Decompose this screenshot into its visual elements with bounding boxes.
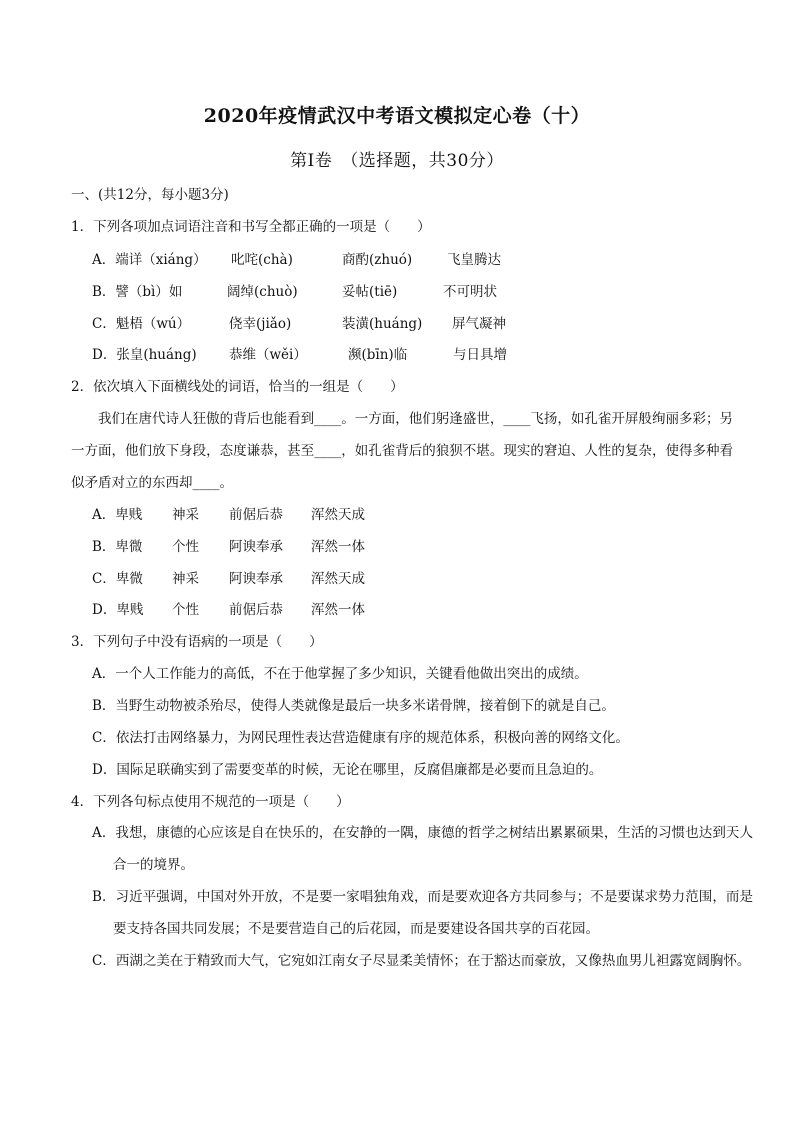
q2-d-item-2: 个性	[172, 602, 199, 618]
q1-c-item-2: 侥幸(jiǎo)	[229, 316, 292, 332]
q1-b-item-1: B．譬（bì）如	[92, 284, 183, 300]
q3-option-c: C．依法打击网络暴力，为网民理性表达营造健康有序的规范体系，积极向善的网络文化。	[92, 730, 629, 746]
question-4-stem: 4．下列各句标点使用不规范的一项是（ ）	[71, 794, 350, 810]
q1-a-item-2: 叱咤(chà)	[231, 252, 293, 268]
section-heading: 一、(共12分，每小题3分)	[71, 187, 229, 203]
q1-c-item-4: 屏气凝神	[452, 316, 506, 332]
q2-c-item-3: 阿谀奉承	[229, 571, 283, 587]
question-2-stem: 2．依次填入下面横线处的词语，恰当的一组是（ ）	[71, 379, 404, 395]
q2-d-item-4: 浑然一体	[311, 602, 365, 618]
q3-option-d: D．国际足联确实到了需要变革的时候，无论在哪里，反腐倡廉都是必要而且急迫的。	[92, 762, 603, 778]
q1-a-item-4: 飞皇腾达	[447, 252, 501, 268]
question-1-stem: 1．下列各项加点词语注音和书写全都正确的一项是（ ）	[71, 219, 431, 235]
q2-a-item-3: 前倨后恭	[229, 507, 283, 523]
q2-b-item-1: B．卑微	[92, 539, 143, 555]
q2-c-item-2: 神采	[172, 571, 199, 587]
q1-a-item-1: A．端详（xiáng）	[92, 252, 207, 268]
q2-c-item-4: 浑然天成	[311, 571, 365, 587]
q2-a-item-1: A．卑贱	[92, 507, 143, 523]
q1-c-item-1: C．魁梧（wú）	[92, 316, 191, 332]
q2-b-item-4: 浑然一体	[311, 539, 365, 555]
q1-b-item-4: 不可明状	[443, 284, 497, 300]
q1-d-item-4: 与日具增	[453, 347, 507, 363]
q4-option-c: C．西湖之美在于精致而大气，它宛如江南女子尽显柔美情怀；在于豁达而豪放，又像热血男儿袒露宽阔胸怀。	[92, 953, 751, 969]
q1-d-item-1: D．张皇(huáng)	[92, 347, 197, 363]
q2-b-item-3: 阿谀奉承	[229, 539, 283, 555]
exam-title: 2020年疫情武汉中考语文模拟定心卷（十）	[203, 105, 591, 127]
q1-b-item-2: 阔绰(chuò)	[227, 284, 298, 300]
q2-c-item-1: C．卑微	[92, 571, 143, 587]
q2-d-item-1: D．卑贱	[92, 602, 144, 618]
q1-b-item-3: 妥帖(tiē)	[342, 284, 398, 300]
q1-d-item-3: 濒(bīn)临	[348, 347, 408, 363]
q3-option-a: A．一个人工作能力的高低，不在于他掌握了多少知识，关键看他做出突出的成绩。	[92, 666, 588, 682]
q2-b-item-2: 个性	[172, 539, 199, 555]
q2-a-item-2: 神采	[172, 507, 199, 523]
q1-c-item-3: 装潢(huáng)	[342, 316, 423, 332]
q1-a-item-3: 商酌(zhuó)	[342, 252, 413, 268]
q4-option-a: A．我想，康德的心应该是自在快乐的，在安静的一隅，康德的哲学之树结出累累硕果，生活的习惯也达到天人合一的境界。	[92, 825, 753, 873]
question-3-stem: 3．下列句子中没有语病的一项是（ ）	[71, 634, 323, 650]
q2-d-item-3: 前倨后恭	[229, 602, 283, 618]
exam-subtitle: 第Ⅰ卷 （选择题，共30分）	[290, 151, 504, 171]
q4-option-b: B．习近平强调，中国对外开放，不是要一家唱独角戏，而是要欢迎各方共同参与；不是要谋求势力范围，而是要支持各国共同发展；不是要营造自己的后花园，而是要建设各国共享的百花园。	[92, 889, 753, 937]
q1-d-item-2: 恭维（wěi）	[229, 347, 307, 363]
q3-option-b: B．当野生动物被杀殆尽，使得人类就像是最后一块多米诺骨牌，接着倒下的就是自己。	[92, 698, 615, 714]
question-2-passage: 我们在唐代诗人狂傲的背后也能看到____。一方面，他们躬逢盛世，____飞扬，如孔雀开屏般绚丽多彩；另一方面，他们放下身段，态度谦恭，甚至____，如孔雀背后的狼狈不堪。现实的窘迫、人性的复杂，使得多种看似矛盾对立的东西却____。	[71, 411, 733, 491]
q2-a-item-4: 浑然天成	[311, 507, 365, 523]
